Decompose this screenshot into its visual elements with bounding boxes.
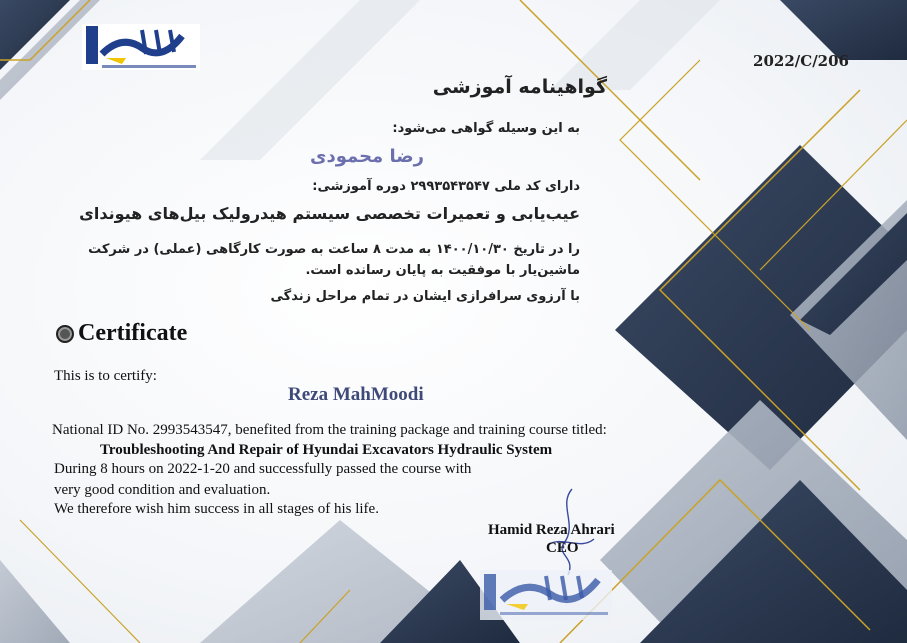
english-condition-text: very good condition and evaluation. xyxy=(54,482,271,498)
persian-intro: به این وسیله گواهی می‌شود: xyxy=(392,121,580,136)
persian-recipient-name: رضا محمودی xyxy=(310,146,424,167)
signatory-title: CEO xyxy=(546,540,579,556)
english-course-title: Troubleshooting And Repair of Hyundai Excavators Hydraulic System xyxy=(100,442,553,458)
company-logo xyxy=(82,24,200,70)
english-certify: This is to certify: xyxy=(54,368,157,384)
signatory-name: Hamid Reza Ahrari xyxy=(488,522,615,538)
bullet-icon xyxy=(56,325,74,343)
persian-course-title: عیب‌یابی و تعمیرات تخصصی سیستم هیدرولیک بیل‌های هیوندای xyxy=(79,204,580,223)
persian-wish-text: با آرزوی سرافرازی ایشان در تمام مراحل زندگی xyxy=(270,289,580,304)
english-title-text: Certificate xyxy=(78,320,188,346)
english-wish-text: We therefore wish him success in all stages of his life. xyxy=(54,501,379,517)
english-recipient-name: Reza MahMoodi xyxy=(288,384,424,405)
english-title xyxy=(56,320,187,347)
english-national-id-line: National ID No. 2993543547, benefited from the training package and training course titled: xyxy=(52,422,607,438)
english-during-text: During 8 hours on 2022-1-20 and successfully passed the course with xyxy=(54,461,472,477)
persian-completion-text: را در تاریخ ۱۴۰۰/۱۰/۳۰ به مدت ۸ ساعت به صورت کارگاهی (عملی) در شرکت ماشین‌یار با موفقیت به پایان رسانده است. xyxy=(88,242,580,278)
persian-national-id-line: دارای کد ملی ۲۹۹۳۵۴۳۵۴۷ دوره آموزشی: xyxy=(312,179,580,194)
persian-title: گواهینامه آموزشی xyxy=(432,76,607,98)
certificate-number: 2022/C/206 xyxy=(753,52,849,70)
company-stamp-logo xyxy=(480,570,612,620)
